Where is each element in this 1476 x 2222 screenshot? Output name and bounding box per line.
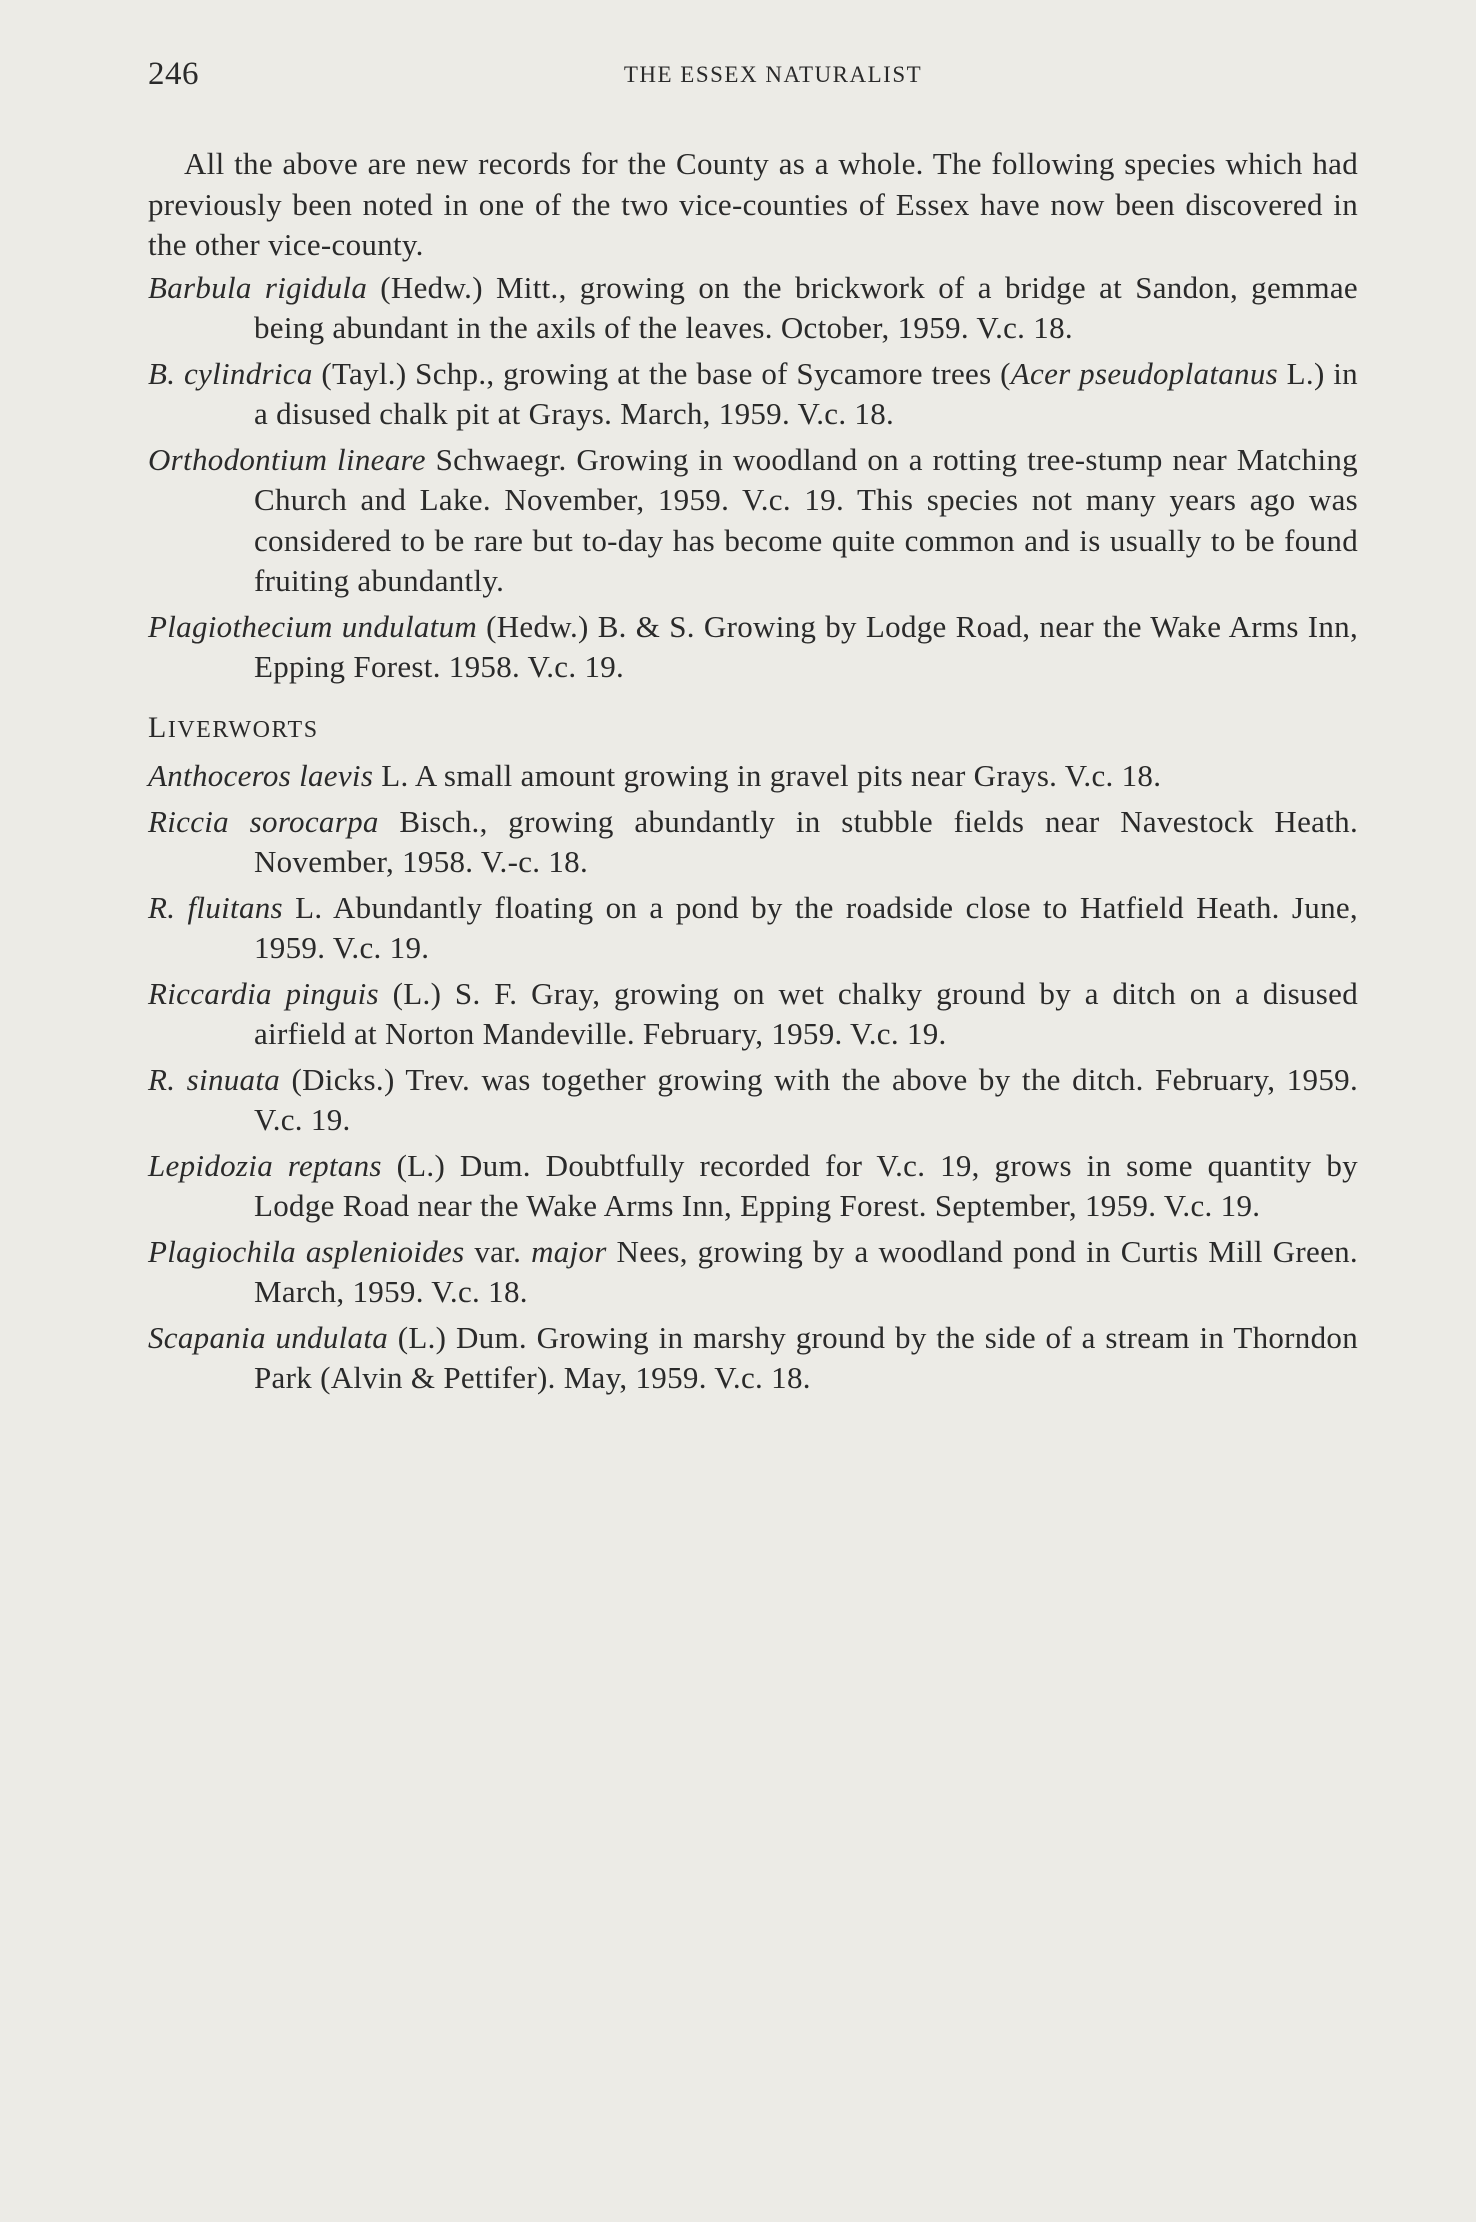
species-authority: (Hedw.) B. & S.	[486, 608, 695, 644]
species-record-continued: L.) in a disused chalk pit at Grays. March, 1959. V.c. 18.	[254, 355, 1358, 431]
species-entry-riccardia-sinuata	[148, 1060, 1358, 1141]
body-text	[148, 144, 1358, 1399]
liverworts-heading	[148, 708, 1358, 751]
species-name: Riccardia pinguis	[148, 975, 379, 1011]
species-name: Anthoceros laevis	[148, 758, 374, 793]
variety-connector: var.	[464, 1233, 532, 1269]
species-record: , growing at the base of Sycamore trees (	[486, 355, 1011, 391]
host-species-name: Acer pseudoplatanus	[1010, 355, 1278, 391]
species-authority: Bisch.	[399, 803, 480, 839]
liverworts-heading-rest: IVERWORTS	[167, 716, 319, 743]
species-record: , growing by a woodland pond in Curtis Mill Green. March, 1959. V.c. 18.	[254, 1233, 1358, 1309]
variety-name: major	[531, 1233, 607, 1269]
species-entry-riccia-sorocarpa	[148, 802, 1358, 883]
species-name: Plagiochila asplenioides	[148, 1233, 465, 1269]
liverworts-heading-initial: L	[148, 710, 168, 744]
species-authority: (Dicks.) Trev.	[291, 1061, 471, 1097]
page-number: 246	[148, 56, 199, 92]
species-authority: L.	[295, 889, 323, 925]
species-name: B. cylindrica	[148, 355, 313, 391]
species-entry-riccia-fluitans	[148, 888, 1358, 969]
species-name: Orthodontium lineare	[148, 441, 426, 477]
species-record: , growing on the brickwork of a bridge at Sandon, gemmae being abundant in the axils of the leaves. October, 1959. V.c. 18.	[254, 269, 1358, 345]
species-record: was together growing with the above by the ditch. February, 1959. V.c. 19.	[254, 1061, 1358, 1137]
species-record: Growing in marshy ground by the side of a stream in Thorndon Park (Alvin & Pettifer). May, 1959. V.c. 18.	[254, 1319, 1358, 1395]
species-name: Riccia sorocarpa	[148, 803, 379, 839]
species-entry-plagiothecium-undulatum	[148, 607, 1358, 688]
species-entry-anthoceros-laevis	[148, 756, 1358, 797]
species-name: Plagiothecium undulatum	[148, 608, 478, 644]
species-authority: Nees	[616, 1233, 680, 1269]
species-authority: (L.) S. F. Gray	[392, 975, 593, 1011]
species-entry-orthodontium-lineare	[148, 440, 1358, 602]
species-entry-lepidozia-reptans	[148, 1146, 1358, 1227]
intro-paragraph: All the above are new records for the County as a whole. The following species which had previously been noted in one of the two vice-counties of Essex have now been discovered in the other vice-county.	[148, 146, 1358, 262]
species-name: R. sinuata	[148, 1061, 281, 1097]
species-name: R. fluitans	[148, 889, 283, 925]
species-name: Lepidozia reptans	[148, 1147, 382, 1183]
journal-title: THE ESSEX NATURALIST	[623, 62, 923, 87]
species-entry-barbula-cylindrica	[148, 354, 1358, 435]
species-name: Scapania undulata	[148, 1319, 389, 1355]
species-record: Growing by Lodge Road, near the Wake Arms Inn, Epping Forest. 1958. V.c. 19.	[254, 608, 1359, 684]
species-authority: (L.) Dum.	[397, 1319, 527, 1355]
species-authority: (Tayl.) Schp.	[321, 355, 487, 391]
species-entry-riccardia-pinguis	[148, 974, 1358, 1055]
species-authority: (L.) Dum.	[396, 1147, 531, 1183]
species-name: Barbula rigidula	[148, 269, 368, 305]
species-entry-scapania-undulata	[148, 1318, 1358, 1399]
species-record: Doubtfully recorded for V.c. 19, grows in some quantity by Lodge Road near the Wake Arms Inn, Epping Forest. September, 1959. V.c. 19.	[254, 1147, 1358, 1223]
species-authority: Schwaegr.	[435, 441, 567, 477]
species-authority: (Hedw.) Mitt.	[380, 269, 559, 305]
species-record: Growing in woodland on a rotting tree-stump near Matching Church and Lake. November, 1959. V.c. 19. This species not many years ago was considered to be rare but to-day has become quite common and is usually to be found fruiting abundantly.	[254, 441, 1358, 598]
species-authority: L.	[381, 758, 409, 793]
species-record: , growing on wet chalky ground by a ditch on a disused airfield at Norton Mandeville. February, 1959. V.c. 19.	[254, 975, 1358, 1051]
species-entry-plagiochila-asplenioides	[148, 1232, 1358, 1313]
running-head	[148, 56, 1358, 104]
species-record: Abundantly floating on a pond by the roadside close to Hatfield Heath. June, 1959. V.c. 19.	[254, 889, 1358, 965]
species-entry-barbula-rigidula	[148, 268, 1358, 349]
species-record: , growing abundantly in stubble fields near Navestock Heath. November, 1958. V.-c. 18.	[254, 803, 1359, 879]
species-record: A small amount growing in gravel pits near Grays. V.c. 18.	[408, 758, 1162, 793]
